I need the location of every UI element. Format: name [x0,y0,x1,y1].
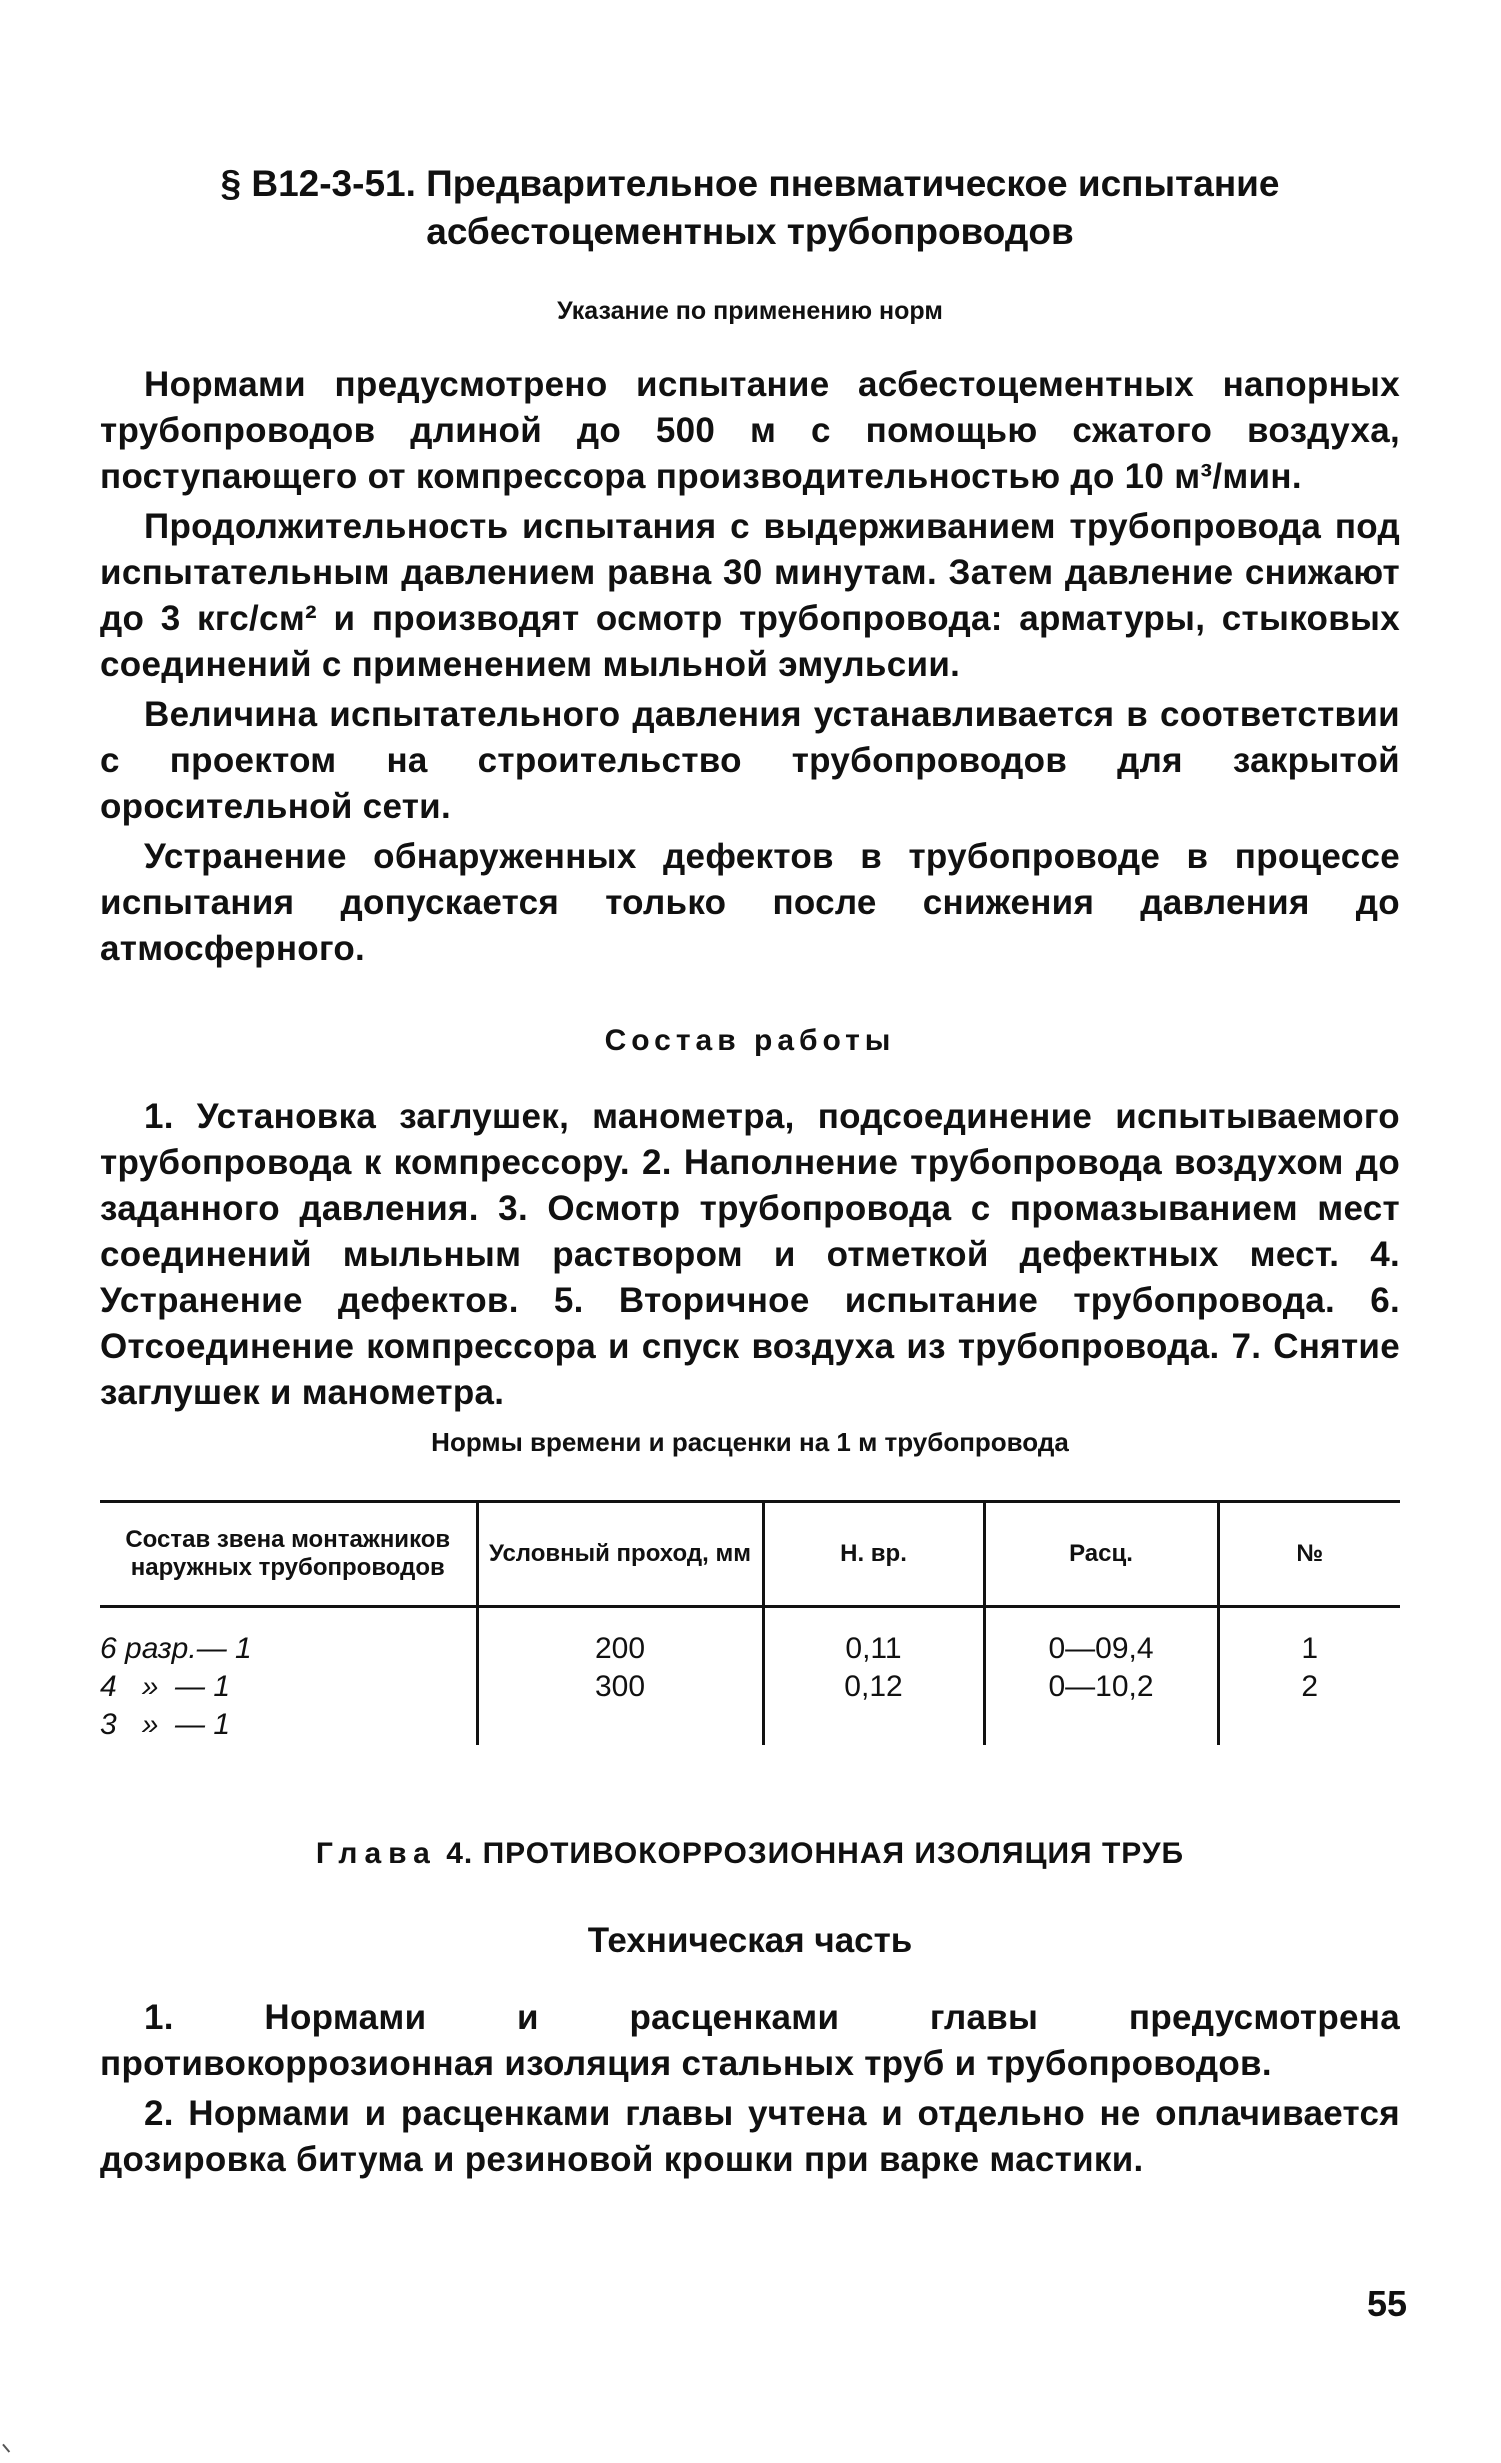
paragraph-2: Продолжительность испытания с выдерживанием трубопровода под испытательным давлением равна 30 минутам. Затем давление снижают до 3 кгс/см² и производят осмотр трубопровода: арматуры, стыковых соединений с применением мыльной эмульсии. [100,507,1400,684]
norms-table-title: Нормы времени и расценки на 1 м трубопровода [431,1427,1069,1457]
paragraph-3: Величина испытательного давления устанавливается в соответствии с проектом на строительство трубопроводов для закрытой оросительной сети. [100,695,1400,826]
crew-line: 3 » — 1 [100,1708,231,1741]
guidance-title: Указание по применению норм [557,297,943,325]
time-value: 0,12 [844,1670,903,1703]
header-number: № [1218,1502,1400,1607]
rate-cell [984,1607,1218,1746]
section-heading-line-1: § В12-3-51. Предварительное пневматическое испытание [220,163,1280,204]
crew-line: 6 разр.— 1 [100,1632,252,1665]
row-number: 2 [1301,1670,1319,1703]
section-heading [100,160,1400,256]
technical-part-title: Техническая часть [587,1921,913,1960]
number-cell [1218,1607,1400,1746]
document-page [100,160,1400,2187]
work-composition-text: 1. Установка заглушек, манометра, подсоединение испытываемого трубопровода к компрессору. 2. Наполнение трубопровода воздухом до заданного давления. 3. Осмотр трубопровода с промазыванием мест соединений мыльным раствором и отметкой дефектных мест. 4. Устранение дефектов. 5. Вторичное испытание трубопровода. 6. Отсоединение компрессора и спуск воздуха из трубопровода. 7. Снятие заглушек и манометра. [100,1097,1400,1412]
header-crew: Состав звена монтажников наружных трубопроводов [100,1502,477,1607]
work-composition-title: Состав работы [604,1024,896,1057]
rate-value: 0—09,4 [1048,1632,1154,1665]
header-rate: Расц. [984,1502,1218,1607]
paragraph-1: Нормами предусмотрено испытание асбестоцементных напорных трубопроводов длиной до 500 м с помощью сжатого воздуха, поступающего от компрессора производительностью до 10 м³/мин. [100,365,1400,496]
diameter-value: 200 [594,1632,646,1665]
header-diameter: Условный проход, мм [477,1502,763,1607]
row-number: 1 [1301,1632,1319,1665]
crew-cell [100,1607,477,1746]
page-number: 55 [1366,2283,1407,2324]
time-cell [763,1607,984,1746]
scan-mark [2,2437,18,2452]
technical-item-2: 2. Нормами и расценками главы учтена и отдельно не оплачивается дозировка битума и резиновой крошки при варке мастики. [100,2094,1400,2179]
chapter-heading [100,1837,1400,1871]
diameter-cell [477,1607,763,1746]
table-header-row [100,1502,1400,1607]
chapter-title: 4. ПРОТИВОКОРРОЗИОННАЯ ИЗОЛЯЦИЯ ТРУБ [446,1837,1185,1870]
section-heading-line-2: асбестоцементных трубопроводов [426,211,1074,252]
crew-line: 4 » — 1 [100,1670,231,1703]
header-time: Н. вр. [763,1502,984,1607]
norms-table [100,1500,1400,1745]
diameter-value: 300 [594,1670,646,1703]
table-row [100,1607,1400,1746]
rate-value: 0—10,2 [1048,1670,1154,1703]
technical-item-1: 1. Нормами и расценками главы предусмотрена противокоррозионная изоляция стальных труб и трубопроводов. [100,1998,1400,2083]
paragraph-4: Устранение обнаруженных дефектов в трубопроводе в процессе испытания допускается только после снижения давления до атмосферного. [100,837,1400,968]
chapter-prefix: Глава [315,1837,437,1870]
time-value: 0,11 [845,1632,902,1665]
